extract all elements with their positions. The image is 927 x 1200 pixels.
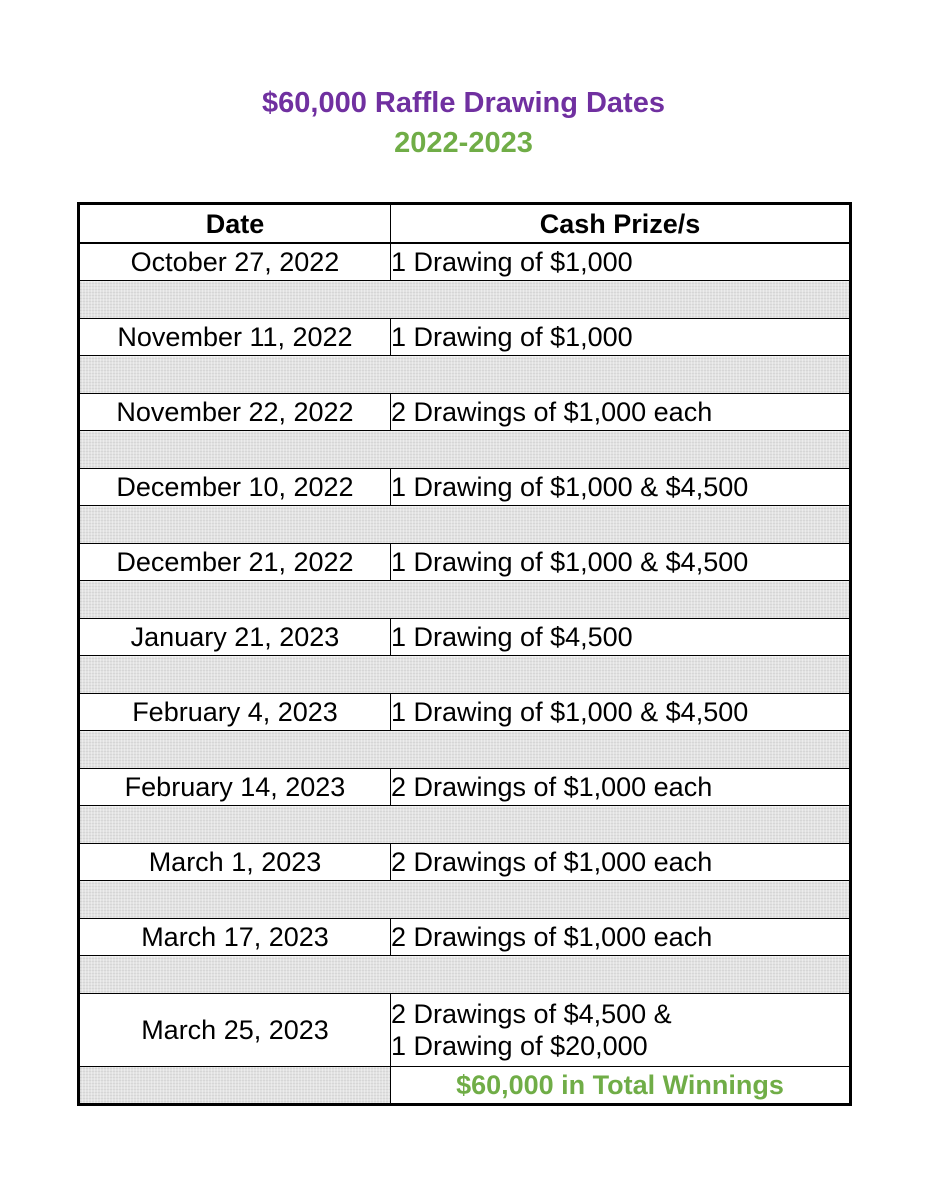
- spacer-row: [79, 731, 851, 769]
- table-row: [79, 619, 851, 656]
- total-row: [79, 1067, 851, 1105]
- spacer-cell: [79, 731, 851, 769]
- prize-line: 1 Drawing of $1,000 & $4,500: [391, 547, 749, 577]
- spacer-row: [79, 506, 851, 544]
- page-subtitle: 2022-2023: [394, 127, 533, 159]
- prize-line: 1 Drawing of $1,000: [391, 247, 633, 277]
- prize-cell: [391, 769, 851, 806]
- table-row: [79, 844, 851, 881]
- prize-cell: [391, 994, 851, 1067]
- spacer-row: [79, 956, 851, 994]
- prize-cell: [391, 319, 851, 356]
- prize-cell: [391, 619, 851, 656]
- prize-line: 2 Drawings of $1,000 each: [391, 772, 713, 802]
- date-cell: November 22, 2022: [79, 394, 391, 431]
- prize-cell: [391, 394, 851, 431]
- spacer-cell: [79, 281, 851, 319]
- table-row: [79, 544, 851, 581]
- column-header-date: Date: [79, 204, 391, 244]
- table-row: [79, 994, 851, 1067]
- prize-cell: [391, 844, 851, 881]
- prize-line: 2 Drawings of $1,000 each: [391, 397, 713, 427]
- total-winnings: $60,000 in Total Winnings: [391, 1067, 851, 1105]
- date-cell: October 27, 2022: [79, 243, 391, 281]
- page-title: $60,000 Raffle Drawing Dates: [262, 87, 665, 119]
- table-header-row: [79, 204, 851, 244]
- table-row: [79, 919, 851, 956]
- date-cell: March 25, 2023: [79, 994, 391, 1067]
- prize-line: 2 Drawings of $1,000 each: [391, 847, 713, 877]
- prize-line: 1 Drawing of $1,000: [391, 322, 633, 352]
- spacer-row: [79, 881, 851, 919]
- spacer-row: [79, 656, 851, 694]
- spacer-cell: [79, 356, 851, 394]
- table-row: [79, 469, 851, 506]
- prize-cell: [391, 694, 851, 731]
- table-row: [79, 243, 851, 281]
- table-body: [79, 204, 851, 1105]
- date-cell: January 21, 2023: [79, 619, 391, 656]
- date-cell: February 14, 2023: [79, 769, 391, 806]
- date-cell: March 1, 2023: [79, 844, 391, 881]
- spacer-cell: [79, 431, 851, 469]
- spacer-row: [79, 356, 851, 394]
- prize-cell: [391, 469, 851, 506]
- table-row: [79, 319, 851, 356]
- prize-line: 2 Drawings of $1,000 each: [391, 922, 713, 952]
- spacer-row: [79, 281, 851, 319]
- spacer-row: [79, 806, 851, 844]
- spacer-cell: [79, 806, 851, 844]
- table-row: [79, 694, 851, 731]
- spacer-cell: [79, 581, 851, 619]
- prize-line: 1 Drawing of $4,500: [391, 622, 633, 652]
- spacer-cell: [79, 956, 851, 994]
- prize-line: 1 Drawing of $1,000 & $4,500: [391, 472, 749, 502]
- prize-line: 2 Drawings of $4,500 &: [391, 999, 672, 1029]
- date-cell: December 21, 2022: [79, 544, 391, 581]
- date-cell: March 17, 2023: [79, 919, 391, 956]
- prize-line: 1 Drawing of $1,000 & $4,500: [391, 697, 749, 727]
- date-cell: February 4, 2023: [79, 694, 391, 731]
- spacer-cell: [79, 506, 851, 544]
- date-cell: December 10, 2022: [79, 469, 391, 506]
- spacer-row: [79, 431, 851, 469]
- prize-line: 1 Drawing of $20,000: [391, 1031, 648, 1061]
- drawing-schedule-table: [77, 202, 852, 1106]
- column-header-prize: Cash Prize/s: [391, 204, 851, 244]
- spacer-row: [79, 581, 851, 619]
- prize-cell: [391, 544, 851, 581]
- prize-cell: [391, 243, 851, 281]
- prize-cell: [391, 919, 851, 956]
- spacer-cell: [79, 881, 851, 919]
- table-row: [79, 394, 851, 431]
- total-blank-cell: [79, 1067, 391, 1105]
- spacer-cell: [79, 656, 851, 694]
- date-cell: November 11, 2022: [79, 319, 391, 356]
- table-row: [79, 769, 851, 806]
